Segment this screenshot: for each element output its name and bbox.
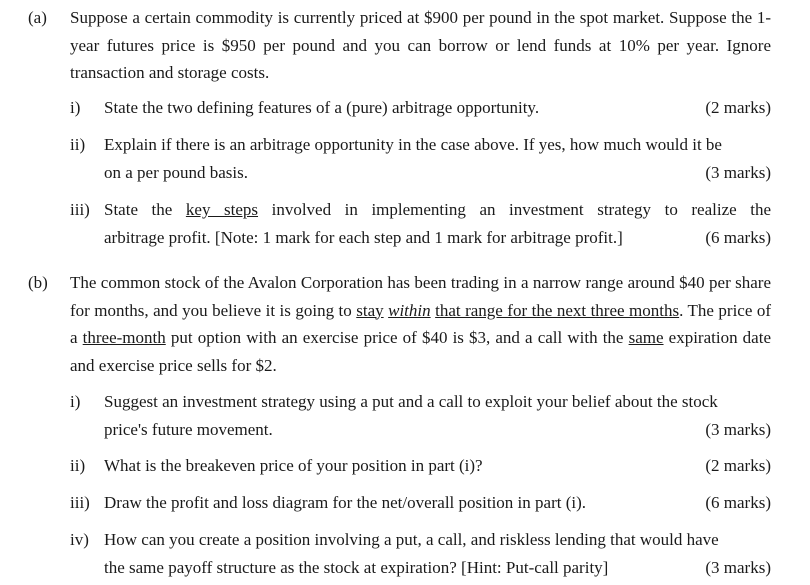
part-b-text [70, 269, 771, 379]
marks: (3 marks) [705, 557, 771, 577]
question-text-line1: How can you create a position involving a put, a call, and riskless lending that would have [104, 530, 719, 549]
question-number: i) [70, 392, 81, 411]
part-b-text-4: expiration date and exercise price sells for $2. [70, 328, 771, 375]
question-text-line1-start: State the [104, 200, 186, 219]
marks: (2 marks) [705, 98, 771, 117]
question-number: iii) [70, 200, 90, 219]
question-number: ii) [70, 135, 86, 154]
question-text: What is the breakeven price of your position in part (i)? [104, 456, 483, 475]
question-text-line1-end: involved in implementing an investment strategy to realize the [258, 200, 772, 219]
within-underlined: within [388, 300, 431, 320]
part-a-text: Suppose a certain commodity is currently priced at $900 per pound in the spot market. Suppose the 1-year futures price is $950 per pound and you can borrow or lend funds at 10% per year. Ignore transaction and storage costs. [70, 8, 771, 82]
marks: (3 marks) [705, 419, 771, 439]
key-steps-underlined: key steps [185, 200, 259, 219]
three-month-underlined: three-month [82, 328, 166, 347]
question-text-line1: Explain if there is an arbitrage opportunity in the case above. If yes, how much would it be [104, 135, 722, 154]
marks: (2 marks) [705, 456, 771, 475]
question-text-line1: Suggest an investment strategy using a put and a call to exploit your belief about the stock [104, 392, 718, 411]
question-text-line2: on a per pound basis. [104, 162, 249, 182]
question-text: State the two defining features of a (pure) arbitrage opportunity. [104, 98, 540, 117]
question-number: iii) [70, 493, 90, 512]
part-b-text-1: The common stock of the Avalon Corporation has been trading in a narrow range around $40 per share for months, and you believe it is going to [70, 273, 771, 320]
question-number: ii) [70, 456, 86, 475]
same-underlined: same [628, 328, 664, 347]
next-three-months-underlined: that range for the next three months [435, 300, 680, 320]
question-number: iv) [70, 530, 89, 549]
question-text-line2: the same payoff structure as the stock at expiration? [Hint: Put-call parity] [104, 557, 609, 577]
marks: (3 marks) [705, 162, 771, 182]
question-text-line2: arbitrage profit. [Note: 1 mark for each step and 1 mark for arbitrage profit.] [104, 227, 623, 247]
stay-underlined: stay [356, 300, 384, 320]
part-b-label: (b) [28, 273, 48, 292]
part-a-label: (a) [28, 8, 47, 27]
part-b-text-2: . The price of a [70, 300, 772, 347]
part-b-text-3: put option with an exercise price of $40 is $3, and a call with the [165, 328, 629, 347]
question-text: Draw the profit and loss diagram for the net/overall position in part (i). [104, 493, 587, 512]
question-number: i) [70, 98, 81, 117]
question-text-line2: price's future movement. [104, 419, 273, 439]
marks: (6 marks) [705, 493, 771, 512]
marks: (6 marks) [705, 227, 771, 247]
